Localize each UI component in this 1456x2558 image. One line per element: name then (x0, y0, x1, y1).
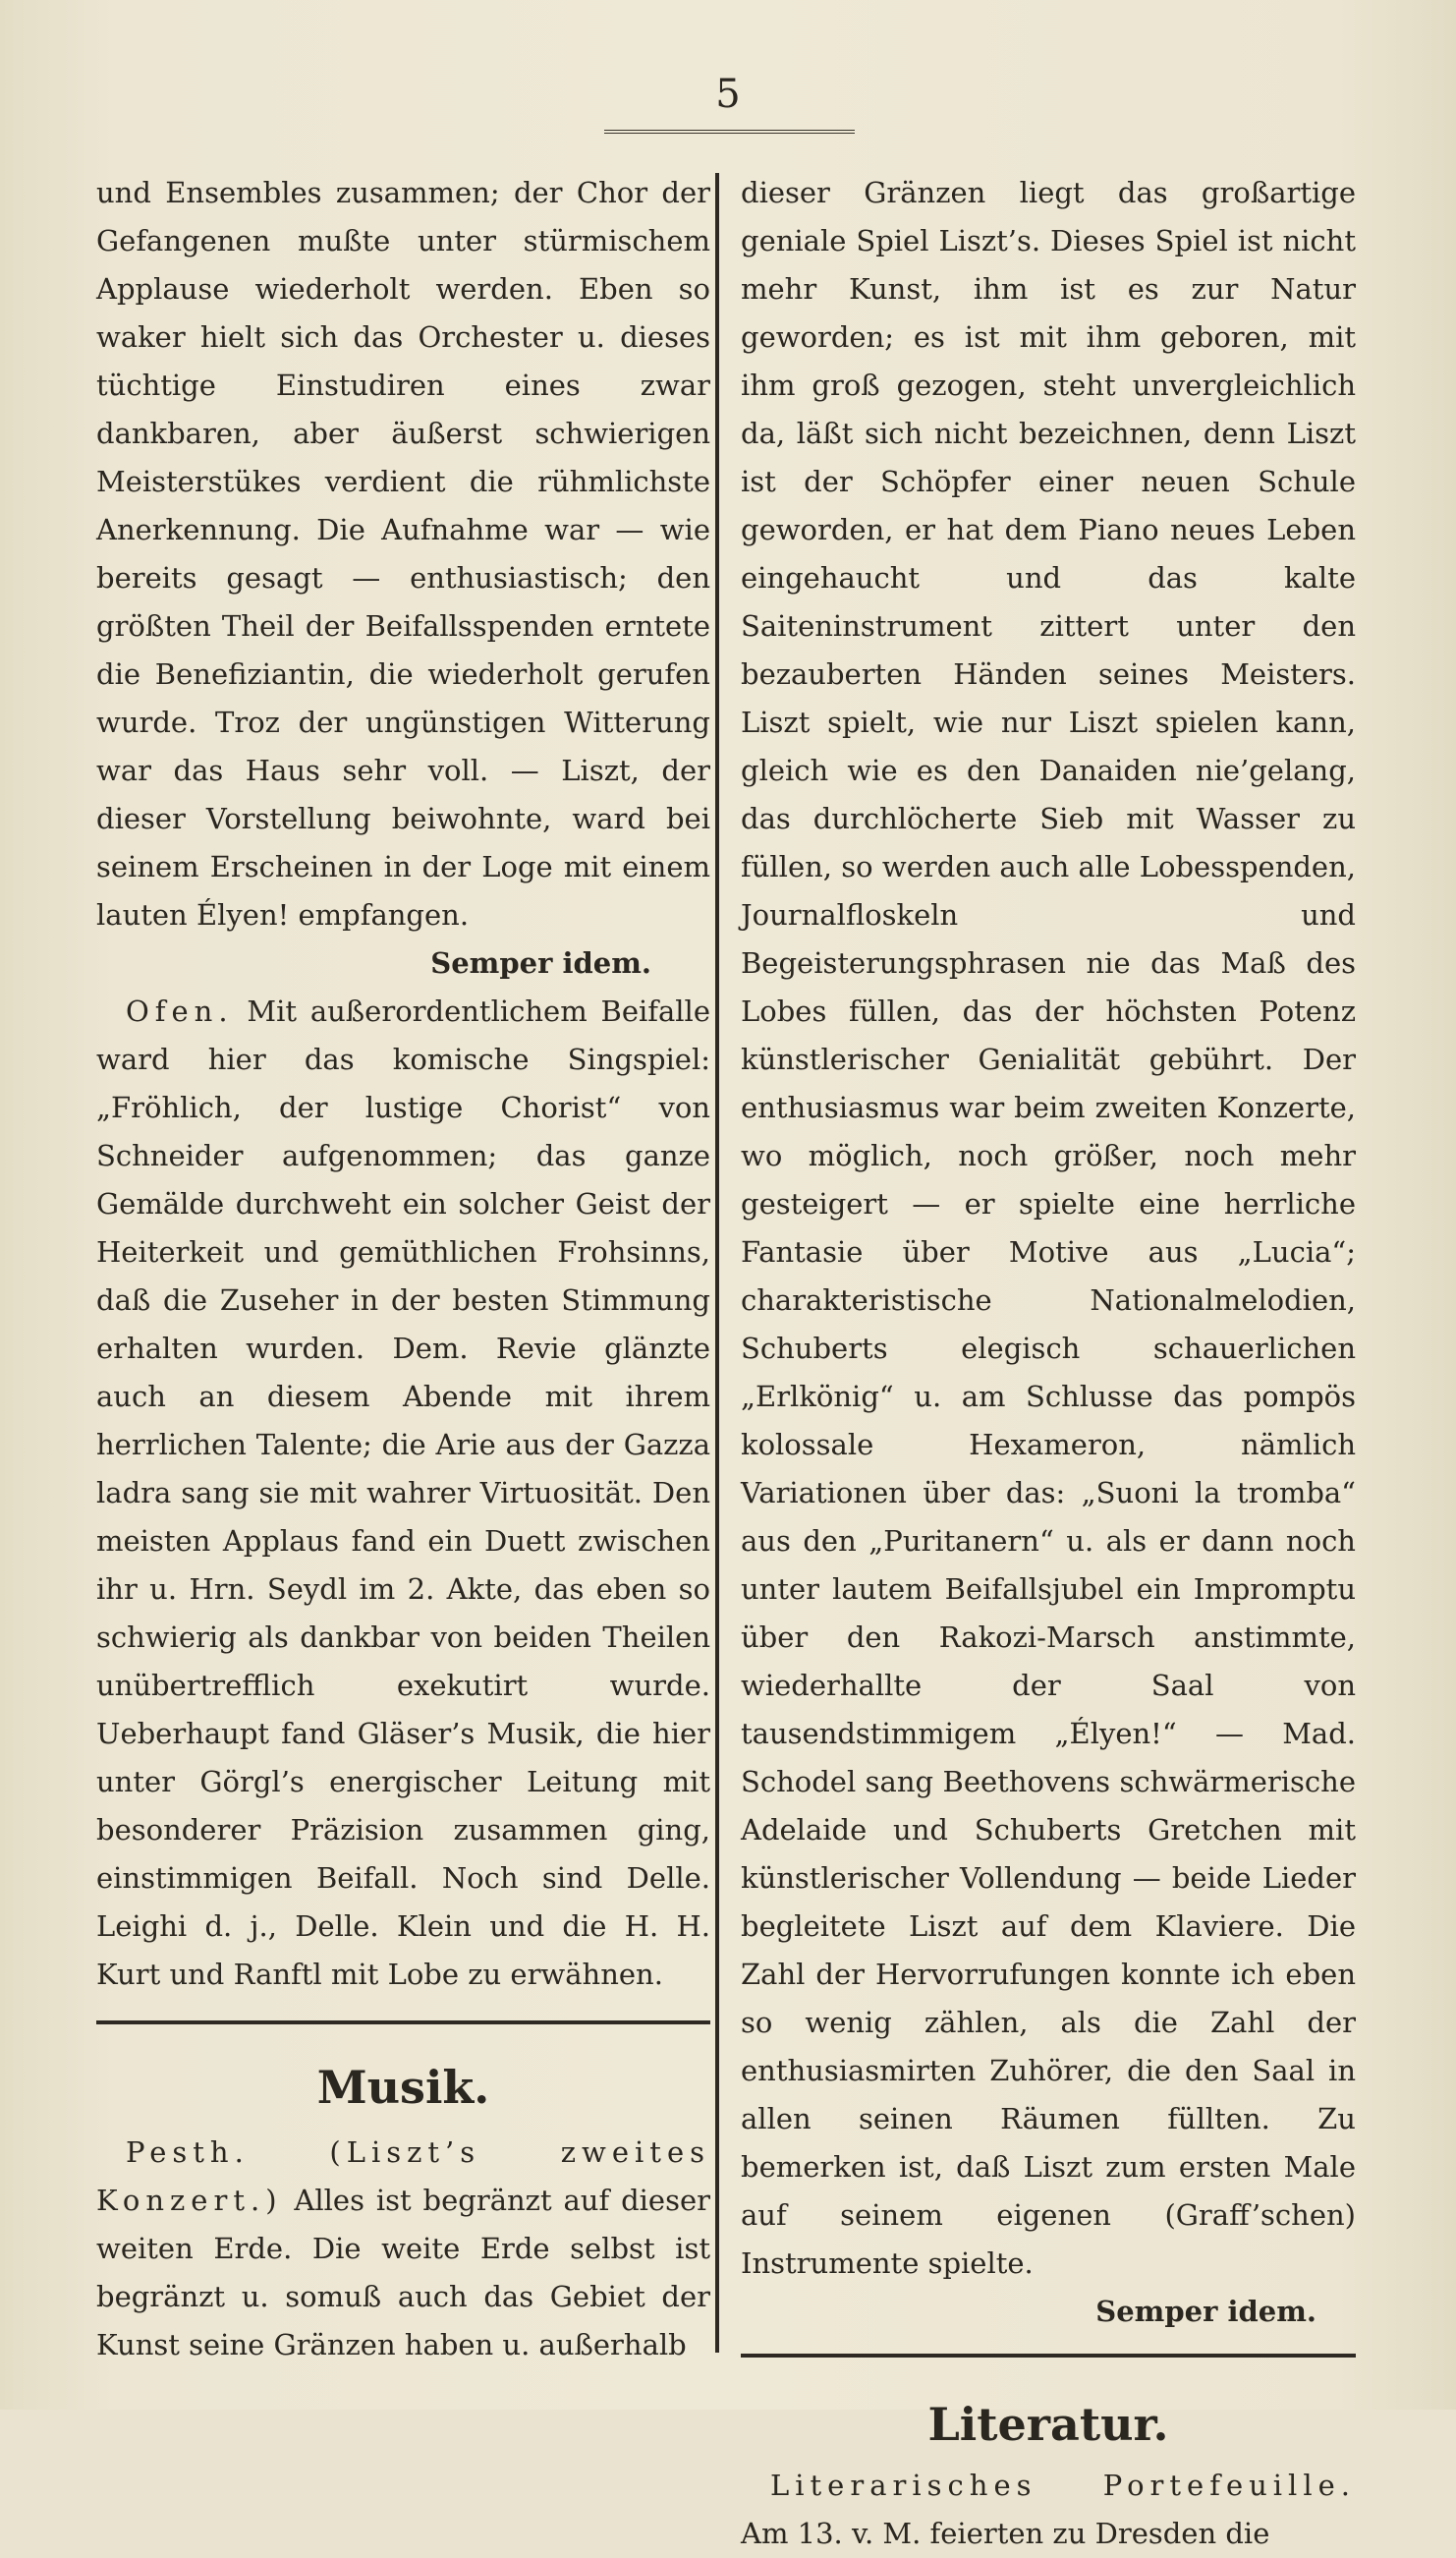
left-paragraph-pesth (96, 2129, 710, 2369)
left-paragraph-ensembles: und Ensembles zusammen; der Chor der Gefangenen mußte unter stürmischem Applause wiederholt werden. Eben so waker hielt sich das Orchester u. dieses tüchtige Einstudiren eines zwar dankbaren, aber äußerst schwierigen Meisterstükes verdient die rühmlichste Anerkennung. Die Aufnahme war — wie bereits gesagt — enthusiastisch; den größten Theil der Beifallsspenden erntete die Benefiziantin, die wiederholt gerufen wurde. Troz der ungünstigen Witterung war das Haus sehr voll. — Liszt, der dieser Vorstellung beiwohnte, ward bei seinem Erscheinen in der Loge mit einem lauten Élyen! empfangen. (96, 176, 710, 932)
left-paragraph-ofen (96, 988, 710, 1999)
section-title-literatur: Literatur. (927, 2398, 1169, 2451)
right-signature-1: Semper idem. (1095, 2295, 1316, 2328)
ofen-text: Mit außerordentlichem Beifalle ward hier das komische Singspiel: „Fröhlich, der lustige Chorist“ von Schneider aufgenommen; das ganze Gemälde durchweht ein solcher Geist der Heiterkeit und gemüthlichen Frohsinns, daß die Zuseher in der besten Stimmung erhalten wurden. Dem. Revie glänzte auch an diesem Abende mit ihrem herrlichen Talente; die Arie aus der Gazza ladra sang sie mit wahrer Virtuosität. Den meisten Applaus fand ein Duett zwischen ihr u. Hrn. Seydl im 2. Akte, das eben so schwierig als dankbar von beiden Theilen unübertrefflich exekutirt wurde. Ueberhaupt fand Gläser’s Musik, die hier unter Görgl’s energischer Leitung mit besonderer Präzision zusammen ging, einstimmigen Beifall. Noch sind Delle. Leighi d. j., Delle. Klein und die H. H. Kurt und Ranftl mit Lobe zu erwähnen. (96, 995, 710, 1991)
section-title-musik: Musik. (316, 2061, 490, 2114)
portefeuille-text: Am 13. v. M. feierten zu Dresden die (741, 2517, 1270, 2550)
ofen-lead: Ofen. (126, 995, 234, 1028)
column-divider (715, 173, 719, 2353)
right-paragraph-liszt: dieser Gränzen liegt das großartige geniale Spiel Liszt’s. Dieses Spiel ist nicht mehr Kunst, ihm ist es zur Natur geworden; es ist mit ihm geboren, mit ihm groß gezogen, steht unvergleichlich da, läßt sich nicht bezeichnen, denn Liszt ist der Schöpfer einer neuen Schule geworden, er hat dem Piano neues Leben eingehaucht und das kalte Saiteninstrument zittert unter den bezauberten Händen seines Meisters. Liszt spielt, wie nur Liszt spielen kann, gleich wie es den Danaiden nie’gelang, das durchlöcherte Sieb mit Wasser zu füllen, so werden auch alle Lobesspenden, Journalfloskeln und Begeisterungsphrasen nie das Maß des Lobes füllen, das der höchsten Potenz künstlerischer Genialität gebührt. Der enthusiasmus war beim zweiten Konzerte, wo möglich, noch größer, noch mehr gesteigert — er spielte eine herrliche Fantasie über Motive aus „Lucia“; charakteristische Nationalmelodien, Schuberts elegisch schauerlichen „Erlkönig“ u. am Schlusse das pompös kolossale Hexameron, nämlich Variationen über das: „Suoni la tromba“ aus den „Puritanern“ u. als er dann noch unter lautem Beifallsjubel ein Impromptu über den Rakozi-Marsch anstimmte, wiederhallte der Saal von tausendstimmigem „Élyen!“ — Mad. Schodel sang Beethovens schwärmerische Adelaide und Schuberts Gretchen mit künstlerischer Vollendung — beide Lieder begleitete Liszt auf dem Klaviere. Die Zahl der Hervorrufungen konnte ich eben so wenig zählen, als die Zahl der enthusiasmirten Zuhörer, die den Saal in allen seinen Räumen füllten. Zu bemerken ist, daß Liszt zum ersten Male auf seinem eigenen (Graff’schen) Instrumente spielte. (741, 176, 1356, 2280)
right-paragraph-portefeuille (741, 2462, 1356, 2558)
right-column (741, 169, 1356, 2558)
left-signature-1: Semper idem. (430, 946, 651, 980)
portefeuille-lead: Literarisches Portefeuille. (770, 2469, 1356, 2502)
page-number: 5 (715, 72, 741, 117)
pesth-text: Alles ist begränzt auf dieser weiten Erde. Die weite Erde selbst ist begränzt u. somuß auch das Gebiet der Kunst seine Gränzen haben u. außerhalb (96, 2184, 711, 2361)
pesth-lead: Pesth. (Liszt’s zweites Konzert.) (96, 2135, 710, 2217)
left-column (96, 169, 710, 2369)
header-rule (604, 130, 855, 134)
